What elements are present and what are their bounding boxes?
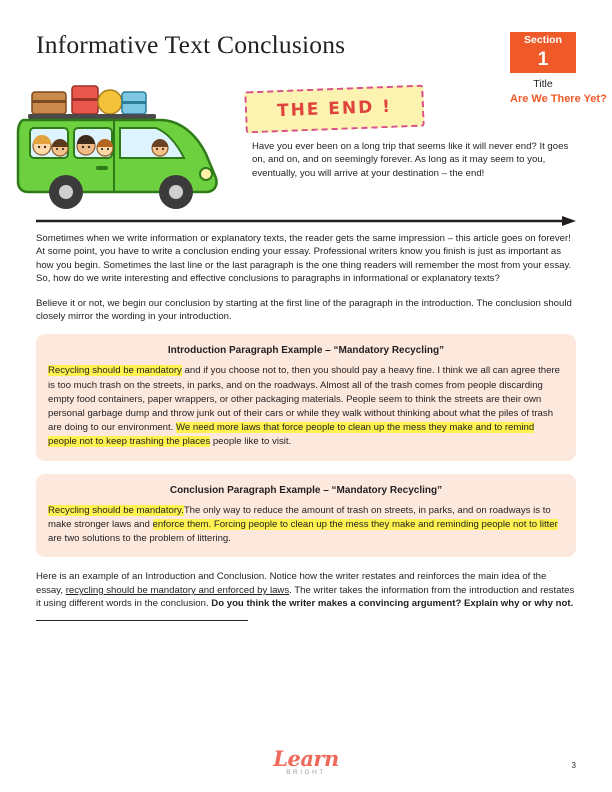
- closing-part-1: Here is an example of an Introduction and Conclusion. Notice how the writer restates and reinforces the main idea of the essay,: [36, 571, 547, 596]
- page-number: 3: [571, 761, 576, 770]
- introduction-example-box: [36, 334, 576, 460]
- footer-logo: [0, 748, 612, 776]
- section-badge: [510, 32, 607, 106]
- text-segment: and if you choose not to, then you should pay a heavy fine. I think we all can agree there is too much trash on the streets, in parks, and on the roadways. Almost all of the trash comes from people discarding empty food containers, paper wrappers, or other packaging materials. People seem to think the streets are their own personal garbage dump and throw junk out of their cars or while they walk without thinking about what the piles of trash are doing to our environment.: [48, 365, 560, 434]
- conclusion-example-text: [48, 504, 564, 547]
- introduction-example-heading: Introduction Paragraph Example – “Mandatory Recycling”: [167, 345, 445, 357]
- closing-part-2: . The writer takes the information from the introduction and restates it using different words in the conclusion.: [36, 584, 575, 610]
- the-end-sticker: [244, 85, 424, 134]
- text-segment: are two solutions to the problem of littering.: [48, 533, 231, 545]
- text-segment: We need more laws that force people to clean up the mess they make and to remind people not to keep trashing the places: [48, 422, 535, 448]
- text-segment: people like to visit.: [210, 436, 292, 448]
- logo-wordmark: Learn: [273, 746, 339, 771]
- the-end-sticker-text: THE END !: [276, 96, 393, 122]
- section-title-label: Title: [533, 78, 553, 90]
- closing-paragraph: [36, 570, 576, 625]
- section-badge-label: Section: [510, 32, 576, 49]
- conclusion-example-box: [36, 474, 576, 558]
- closing-underlined: recycling should be mandatory and enforced by laws: [65, 584, 290, 596]
- text-segment: enforce them. Forcing people to clean up the mess they make and reminding people not to litter: [152, 518, 558, 530]
- answer-blank[interactable]: [36, 611, 248, 621]
- body-content: [36, 232, 576, 635]
- closing-question: Do you think the writer makes a convincing argument? Explain why or why not.: [211, 598, 574, 610]
- intro-paragraph: Have you ever been on a long trip that seems like it will never end? It goes on, and on, and on seemingly forever. As long as it may seem to you, eventually, you will arrive at your destination – the end!: [252, 141, 569, 179]
- conclusion-example-heading: Conclusion Paragraph Example – “Mandatory Recycling”: [169, 484, 443, 496]
- text-segment: The only way to reduce the amount of trash on streets, in parks, and on roadways is to make stronger laws and: [48, 504, 551, 530]
- text-segment: Recycling should be mandatory: [48, 365, 182, 377]
- road-arrow: [36, 213, 576, 223]
- introduction-example-text: [48, 364, 564, 449]
- body-paragraph-1: Sometimes when we write information or explanatory texts, the reader gets the same impression – this article goes on forever! At some point, you have to write a conclusion ending your essay. Professional writers know you finish is just as important as how you begin. Sometimes the last line or the last paragraph is the one thing readers will remember the most from your essay. So, how do we write interesting and effective conclusions to paragraphs in informational or explanatory texts?: [36, 233, 572, 285]
- body-paragraph-2: Believe it or not, we begin our conclusion by starting at the first line of the paragraph in the introduction. The conclusion should closely mirror the wording in your introduction.: [36, 297, 572, 323]
- section-title-value: Are We There Yet?: [510, 93, 607, 105]
- van-illustration: [10, 62, 260, 222]
- section-badge-number: 1: [510, 49, 576, 73]
- page-title: Informative Text Conclusions: [36, 30, 346, 59]
- text-segment: Recycling should be mandatory.: [48, 504, 184, 516]
- logo-subtext: BRIGHT: [286, 769, 326, 776]
